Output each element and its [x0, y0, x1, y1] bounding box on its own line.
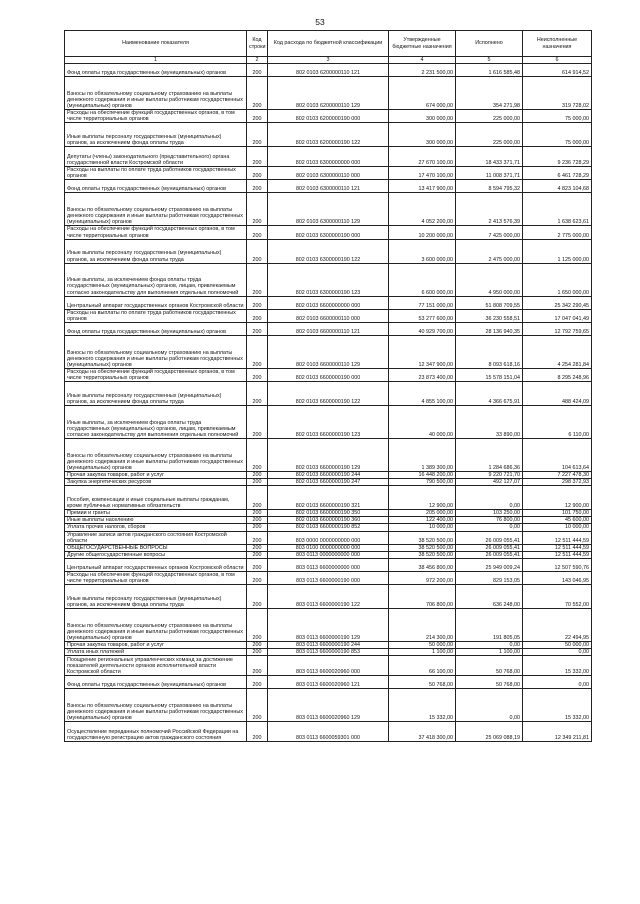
row-line-code: 200 — [247, 180, 268, 193]
row-approved: 790 500,00 — [389, 479, 456, 486]
row-unexecuted: 12 511 444,59 — [523, 551, 592, 558]
row-line-code: 200 — [247, 382, 268, 406]
row-classification-code: 803 0113 6600000190 000 — [268, 571, 389, 584]
row-unexecuted: 104 613,64 — [523, 439, 592, 472]
row-line-code: 200 — [247, 544, 268, 551]
row-approved: 1 389 300,00 — [389, 439, 456, 472]
row-approved: 4 052 200,00 — [389, 193, 456, 226]
header-approved: Утвержденные бюджетные назначения — [389, 31, 456, 57]
row-line-code: 200 — [247, 263, 268, 296]
row-unexecuted: 12 349 211,81 — [523, 722, 592, 742]
table-row — [65, 558, 592, 571]
row-approved: 1 100,00 — [389, 649, 456, 656]
table-row — [65, 571, 592, 584]
row-unexecuted: 0,00 — [523, 676, 592, 689]
row-classification-code: 802 0103 6300000110 000 — [268, 167, 389, 180]
row-executed: 1 284 686,36 — [456, 439, 523, 472]
header-executed: Исполнено — [456, 31, 523, 57]
row-name: Поощрение региональных управленческих команд за достижение показателей деятельности органов исполнительной власти Костромской области — [65, 656, 247, 676]
column-number: 5 — [456, 57, 523, 64]
table-row — [65, 382, 592, 406]
table-row — [65, 335, 592, 368]
table-row — [65, 517, 592, 524]
row-name: Фонд оплаты труда государственных (муниципальных) органов — [65, 180, 247, 193]
row-executed: 4 950 000,00 — [456, 263, 523, 296]
row-classification-code: 803 0113 6600020960 121 — [268, 676, 389, 689]
row-approved: 4 855 100,00 — [389, 382, 456, 406]
row-executed: 18 433 371,71 — [456, 147, 523, 167]
row-classification-code: 803 0113 6600000190 129 — [268, 609, 389, 642]
table-row — [65, 689, 592, 722]
row-approved: 13 417 900,00 — [389, 180, 456, 193]
row-line-code: 200 — [247, 110, 268, 123]
row-approved: 53 277 600,00 — [389, 309, 456, 322]
row-approved: 6 600 000,00 — [389, 263, 456, 296]
row-unexecuted: 4 254 281,84 — [523, 335, 592, 368]
row-executed: 1 616 585,48 — [456, 64, 523, 77]
table-row — [65, 180, 592, 193]
row-line-code: 200 — [247, 167, 268, 180]
row-approved: 972 200,00 — [389, 571, 456, 584]
row-unexecuted: 12 900,00 — [523, 486, 592, 510]
row-classification-code: 803 0113 6600020960 129 — [268, 689, 389, 722]
row-executed: 11 008 371,71 — [456, 167, 523, 180]
row-line-code: 200 — [247, 479, 268, 486]
row-classification-code: 802 0103 6300000190 000 — [268, 226, 389, 239]
row-classification-code: 802 0103 6600000190 360 — [268, 517, 389, 524]
row-executed: 15 578 151,04 — [456, 368, 523, 381]
row-classification-code: 802 0103 6300000110 121 — [268, 180, 389, 193]
row-unexecuted: 0,00 — [523, 649, 592, 656]
table-row — [65, 510, 592, 517]
row-executed: 1 100,00 — [456, 649, 523, 656]
row-approved: 300 000,00 — [389, 110, 456, 123]
row-executed: 0,00 — [456, 486, 523, 510]
row-executed: 51 808 709,55 — [456, 296, 523, 309]
row-classification-code: 803 0113 6600000000 000 — [268, 558, 389, 571]
row-line-code: 200 — [247, 486, 268, 510]
row-line-code: 200 — [247, 64, 268, 77]
row-executed: 7 425 000,00 — [456, 226, 523, 239]
row-approved: 122 400,00 — [389, 517, 456, 524]
row-name: Фонд оплаты труда государственных (муниципальных) органов — [65, 64, 247, 77]
row-approved: 40 929 700,00 — [389, 322, 456, 335]
row-unexecuted: 12 511 444,59 — [523, 531, 592, 544]
table-row — [65, 147, 592, 167]
table-row — [65, 193, 592, 226]
row-unexecuted: 101 750,00 — [523, 510, 592, 517]
row-line-code: 200 — [247, 322, 268, 335]
row-name: Другие общегосударственные вопросы — [65, 551, 247, 558]
row-line-code: 200 — [247, 510, 268, 517]
table-row — [65, 676, 592, 689]
row-unexecuted: 50 000,00 — [523, 642, 592, 649]
row-classification-code: 802 0103 6600000190 129 — [268, 439, 389, 472]
row-executed: 103 250,00 — [456, 510, 523, 517]
row-name: Расходы на обеспечение функций государственных органов, в том числе территориальных органов — [65, 368, 247, 381]
row-name: ОБЩЕГОСУДАРСТВЕННЫЕ ВОПРОСЫ — [65, 544, 247, 551]
row-classification-code: 802 0103 6600000190 321 — [268, 486, 389, 510]
row-name: Центральный аппарат государственных органов Костромской области — [65, 296, 247, 309]
row-executed: 0,00 — [456, 642, 523, 649]
table-row — [65, 110, 592, 123]
row-executed: 76 800,00 — [456, 517, 523, 524]
row-classification-code: 802 0103 6600000190 123 — [268, 406, 389, 439]
row-line-code: 200 — [247, 676, 268, 689]
row-name: Расходы на обеспечение функций государственных органов, в том числе территориальных органов — [65, 110, 247, 123]
row-name: Взносы по обязательному социальному страхованию на выплаты денежного содержания и иные выплаты работникам государственных (муниципальных) органов — [65, 439, 247, 472]
row-unexecuted: 10 000,00 — [523, 524, 592, 531]
row-unexecuted: 6 110,00 — [523, 406, 592, 439]
row-approved: 40 000,00 — [389, 406, 456, 439]
row-unexecuted: 7 227 478,30 — [523, 472, 592, 479]
row-executed: 36 230 558,51 — [456, 309, 523, 322]
table-row — [65, 524, 592, 531]
column-number-row — [65, 57, 592, 64]
row-executed: 25 069 088,19 — [456, 722, 523, 742]
row-approved: 15 332,00 — [389, 689, 456, 722]
row-unexecuted: 319 728,02 — [523, 77, 592, 110]
row-line-code: 200 — [247, 558, 268, 571]
column-number: 2 — [247, 57, 268, 64]
table-row — [65, 585, 592, 609]
row-name: Премии и гранты — [65, 510, 247, 517]
column-number: 1 — [65, 57, 247, 64]
row-name: Пособия, компенсации и иные социальные выплаты гражданам, кроме публичных нормативных обязательств — [65, 486, 247, 510]
row-executed: 2 475 000,00 — [456, 239, 523, 263]
row-approved: 674 000,00 — [389, 77, 456, 110]
row-approved: 214 300,00 — [389, 609, 456, 642]
row-name: Фонд оплаты труда государственных (муниципальных) органов — [65, 322, 247, 335]
row-classification-code: 802 0103 6600000190 122 — [268, 382, 389, 406]
row-approved: 37 418 300,00 — [389, 722, 456, 742]
row-approved: 38 520 500,00 — [389, 531, 456, 544]
row-unexecuted: 45 600,00 — [523, 517, 592, 524]
row-unexecuted: 17 047 041,49 — [523, 309, 592, 322]
row-classification-code: 803 0113 0000000000 000 — [268, 551, 389, 558]
table-row — [65, 544, 592, 551]
row-line-code: 200 — [247, 77, 268, 110]
row-executed: 2 413 576,39 — [456, 193, 523, 226]
row-name: Взносы по обязательному социальному страхованию на выплаты денежного содержания и иные выплаты работникам государственных (муниципальных) органов — [65, 77, 247, 110]
row-name: Уплата прочих налогов, сборов — [65, 524, 247, 531]
row-approved: 205 000,00 — [389, 510, 456, 517]
row-name: Депутаты (члены) законодательного (представительного) органа государственной власти Костромской области — [65, 147, 247, 167]
row-name: Расходы на обеспечение функций государственных органов, в том числе территориальных органов — [65, 226, 247, 239]
row-line-code: 200 — [247, 524, 268, 531]
row-line-code: 200 — [247, 368, 268, 381]
table-row — [65, 609, 592, 642]
row-name: Иные выплаты персоналу государственных (муниципальных) органов, за исключением фонда оплаты труда — [65, 585, 247, 609]
row-classification-code: 803 0113 6600000190 244 — [268, 642, 389, 649]
row-executed: 33 890,00 — [456, 406, 523, 439]
row-classification-code: 803 0000 0000000000 000 — [268, 531, 389, 544]
row-unexecuted: 75 000,00 — [523, 110, 592, 123]
row-classification-code: 802 0103 6300000000 000 — [268, 147, 389, 167]
row-name: Взносы по обязательному социальному страхованию на выплаты денежного содержания и иные выплаты работникам государственных (муниципальных) органов — [65, 193, 247, 226]
row-executed: 50 768,00 — [456, 676, 523, 689]
row-unexecuted: 298 372,93 — [523, 479, 592, 486]
row-approved: 23 873 400,00 — [389, 368, 456, 381]
row-name: Взносы по обязательному социальному страхованию на выплаты денежного содержания и иные выплаты работникам государственных (муниципальных) органов — [65, 335, 247, 368]
row-executed: 354 271,98 — [456, 77, 523, 110]
row-unexecuted: 70 552,00 — [523, 585, 592, 609]
table-row — [65, 64, 592, 77]
row-unexecuted: 488 424,09 — [523, 382, 592, 406]
header-indicator-name: Наименование показателя — [65, 31, 247, 57]
table-row — [65, 226, 592, 239]
table-row — [65, 472, 592, 479]
row-line-code: 200 — [247, 226, 268, 239]
row-unexecuted: 12 511 444,59 — [523, 544, 592, 551]
row-line-code: 200 — [247, 335, 268, 368]
row-executed: 191 805,05 — [456, 609, 523, 642]
row-unexecuted: 1 125 000,00 — [523, 239, 592, 263]
row-line-code: 200 — [247, 123, 268, 147]
table-row — [65, 77, 592, 110]
row-name: Прочая закупка товаров, работ и услуг — [65, 642, 247, 649]
row-name: Закупка энергетических ресурсов — [65, 479, 247, 486]
budget-execution-table — [64, 30, 592, 742]
row-line-code: 200 — [247, 585, 268, 609]
row-line-code: 200 — [247, 642, 268, 649]
table-row — [65, 479, 592, 486]
table-row — [65, 406, 592, 439]
row-classification-code: 802 0103 6300000190 123 — [268, 263, 389, 296]
row-classification-code: 802 0103 6600000110 121 — [268, 322, 389, 335]
row-classification-code: 803 0113 6600020960 000 — [268, 656, 389, 676]
row-approved: 2 231 500,00 — [389, 64, 456, 77]
row-name: Иные выплаты персоналу государственных (муниципальных) органов, за исключением фонда оплаты труда — [65, 382, 247, 406]
row-line-code: 200 — [247, 722, 268, 742]
row-approved: 38 520 500,00 — [389, 544, 456, 551]
row-line-code: 200 — [247, 296, 268, 309]
row-name: Центральный аппарат государственных органов Костромской области — [65, 558, 247, 571]
table-row — [65, 263, 592, 296]
row-line-code: 200 — [247, 689, 268, 722]
row-line-code: 200 — [247, 439, 268, 472]
row-approved: 38 520 500,00 — [389, 551, 456, 558]
row-classification-code: 803 0113 6600000190 853 — [268, 649, 389, 656]
row-executed: 492 127,07 — [456, 479, 523, 486]
row-unexecuted: 9 236 728,29 — [523, 147, 592, 167]
row-name: Расходы на выплаты по оплате труда работников государственных органов — [65, 309, 247, 322]
row-approved: 27 670 100,00 — [389, 147, 456, 167]
table-row — [65, 656, 592, 676]
row-name: Взносы по обязательному социальному страхованию на выплаты денежного содержания и иные выплаты работникам государственных (муниципальных) органов — [65, 609, 247, 642]
row-unexecuted: 4 823 104,68 — [523, 180, 592, 193]
row-executed: 0,00 — [456, 689, 523, 722]
row-approved: 77 151 000,00 — [389, 296, 456, 309]
row-classification-code: 802 0103 6600000190 247 — [268, 479, 389, 486]
row-executed: 225 000,00 — [456, 123, 523, 147]
row-classification-code: 802 0103 6600000190 244 — [268, 472, 389, 479]
row-line-code: 200 — [247, 239, 268, 263]
table-header-row — [65, 31, 592, 57]
row-line-code: 200 — [247, 472, 268, 479]
row-name: Иные выплаты населению — [65, 517, 247, 524]
row-executed: 50 768,00 — [456, 656, 523, 676]
row-unexecuted: 1 650 000,00 — [523, 263, 592, 296]
row-classification-code: 802 0103 6200000190 122 — [268, 123, 389, 147]
row-approved: 17 470 100,00 — [389, 167, 456, 180]
row-name: Иные выплаты персоналу государственных (муниципальных) органов, за исключением фонда оплаты труда — [65, 239, 247, 263]
table-body — [65, 64, 592, 742]
page-number: 53 — [315, 17, 325, 27]
row-unexecuted: 2 775 000,00 — [523, 226, 592, 239]
column-number: 3 — [268, 57, 389, 64]
row-classification-code: 802 0103 6600000110 000 — [268, 309, 389, 322]
row-line-code: 200 — [247, 406, 268, 439]
row-executed: 0,00 — [456, 524, 523, 531]
table-row — [65, 531, 592, 544]
row-approved: 10 200 000,00 — [389, 226, 456, 239]
row-approved: 50 768,00 — [389, 676, 456, 689]
row-classification-code: 803 0113 6600059301 000 — [268, 722, 389, 742]
table-row — [65, 642, 592, 649]
row-approved: 300 000,00 — [389, 123, 456, 147]
row-approved: 706 800,00 — [389, 585, 456, 609]
row-approved: 3 600 000,00 — [389, 239, 456, 263]
row-line-code: 200 — [247, 649, 268, 656]
row-name: Осуществление переданных полномочий Российской Федерации на государственную регистрацию актов гражданского состояния — [65, 722, 247, 742]
row-line-code: 200 — [247, 193, 268, 226]
row-classification-code: 802 0103 6200000190 000 — [268, 110, 389, 123]
row-name: Взносы по обязательному социальному страхованию на выплаты денежного содержания и иные выплаты работникам государственных (муниципальных) органов — [65, 689, 247, 722]
row-executed: 25 949 009,24 — [456, 558, 523, 571]
row-name: Уплата иных платежей — [65, 649, 247, 656]
row-approved: 12 347 900,00 — [389, 335, 456, 368]
table-row — [65, 722, 592, 742]
row-unexecuted: 12 507 590,76 — [523, 558, 592, 571]
row-executed: 8 594 795,32 — [456, 180, 523, 193]
column-number: 4 — [389, 57, 456, 64]
row-line-code: 200 — [247, 517, 268, 524]
row-executed: 8 093 618,16 — [456, 335, 523, 368]
table-row — [65, 167, 592, 180]
row-name: Иные выплаты, за исключением фонда оплаты труда государственных (муниципальных) органов, лицам, привлекаемым согласно законодательству для выполнения отдельных полномочий — [65, 263, 247, 296]
row-unexecuted: 15 332,00 — [523, 689, 592, 722]
row-name: Иные выплаты, за исключением фонда оплаты труда государственных (муниципальных) органов, лицам, привлекаемым согласно законодательству для выполнения отдельных полномочий — [65, 406, 247, 439]
row-approved: 12 900,00 — [389, 486, 456, 510]
row-executed: 9 220 721,70 — [456, 472, 523, 479]
row-unexecuted: 6 461 728,29 — [523, 167, 592, 180]
row-unexecuted: 15 332,00 — [523, 656, 592, 676]
row-approved: 66 100,00 — [389, 656, 456, 676]
row-classification-code: 802 0103 6600000190 000 — [268, 368, 389, 381]
row-executed: 28 136 940,35 — [456, 322, 523, 335]
row-classification-code: 803 0100 0000000000 000 — [268, 544, 389, 551]
row-executed: 26 009 055,41 — [456, 531, 523, 544]
row-unexecuted: 143 046,95 — [523, 571, 592, 584]
row-classification-code: 802 0103 6300000190 122 — [268, 239, 389, 263]
row-classification-code: 802 0103 6200000110 129 — [268, 77, 389, 110]
row-line-code: 200 — [247, 571, 268, 584]
table-row — [65, 368, 592, 381]
row-classification-code: 802 0103 6600000190 350 — [268, 510, 389, 517]
row-unexecuted: 22 494,95 — [523, 609, 592, 642]
header-classification-code: Код расхода по бюджетной классификации — [268, 31, 389, 57]
table-row — [65, 649, 592, 656]
row-name: Иные выплаты персоналу государственных (муниципальных) органов, за исключением фонда оплаты труда — [65, 123, 247, 147]
row-classification-code: 802 0103 6200000110 121 — [268, 64, 389, 77]
column-number: 6 — [523, 57, 592, 64]
row-unexecuted: 75 000,00 — [523, 123, 592, 147]
table-row — [65, 239, 592, 263]
row-classification-code: 802 0103 6600000110 129 — [268, 335, 389, 368]
row-line-code: 200 — [247, 309, 268, 322]
row-executed: 4 366 675,91 — [456, 382, 523, 406]
row-classification-code: 802 0103 6600000190 852 — [268, 524, 389, 531]
row-unexecuted: 8 295 248,96 — [523, 368, 592, 381]
row-executed: 26 009 055,41 — [456, 551, 523, 558]
row-executed: 829 153,05 — [456, 571, 523, 584]
row-classification-code: 802 0103 6300000110 129 — [268, 193, 389, 226]
row-approved: 10 000,00 — [389, 524, 456, 531]
table-row — [65, 439, 592, 472]
row-classification-code: 803 0113 6600000190 122 — [268, 585, 389, 609]
row-line-code: 200 — [247, 656, 268, 676]
row-line-code: 200 — [247, 531, 268, 544]
header-unexecuted: Неисполненные назначения — [523, 31, 592, 57]
row-unexecuted: 25 342 290,45 — [523, 296, 592, 309]
row-line-code: 200 — [247, 147, 268, 167]
table-row — [65, 309, 592, 322]
row-executed: 225 000,00 — [456, 110, 523, 123]
row-approved: 16 448 200,00 — [389, 472, 456, 479]
table-row — [65, 322, 592, 335]
row-name: Расходы на выплаты по оплате труда работников государственных органов — [65, 167, 247, 180]
row-approved: 50 000,00 — [389, 642, 456, 649]
row-executed: 636 248,00 — [456, 585, 523, 609]
table-row — [65, 123, 592, 147]
row-name: Расходы на обеспечение функций государственных органов, в том числе территориальных органов — [65, 571, 247, 584]
row-executed: 26 009 055,41 — [456, 544, 523, 551]
table-row — [65, 551, 592, 558]
row-unexecuted: 614 914,52 — [523, 64, 592, 77]
table-row — [65, 296, 592, 309]
row-name: Прочая закупка товаров, работ и услуг — [65, 472, 247, 479]
header-line-code: Код строки — [247, 31, 268, 57]
row-unexecuted: 12 792 759,65 — [523, 322, 592, 335]
row-name: Управление записи актов гражданского состояния Костромской области — [65, 531, 247, 544]
row-unexecuted: 1 638 623,61 — [523, 193, 592, 226]
row-classification-code: 802 0103 6600000000 000 — [268, 296, 389, 309]
row-line-code: 200 — [247, 551, 268, 558]
row-name: Фонд оплаты труда государственных (муниципальных) органов — [65, 676, 247, 689]
table-row — [65, 486, 592, 510]
row-line-code: 200 — [247, 609, 268, 642]
row-approved: 38 456 800,00 — [389, 558, 456, 571]
